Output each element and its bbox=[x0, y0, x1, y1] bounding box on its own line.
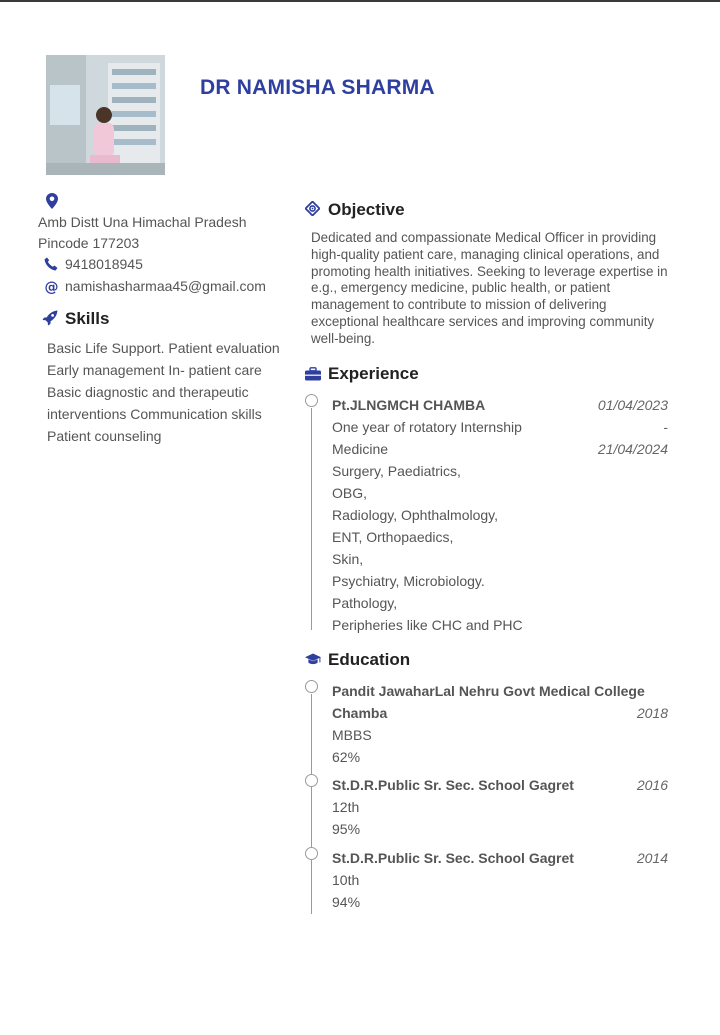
education-score: 62% bbox=[332, 749, 361, 765]
experience-line: Peripheries like CHC and PHC bbox=[332, 617, 523, 633]
education-degree: 10th bbox=[332, 872, 360, 888]
candidate-name: DR NAMISHA SHARMA bbox=[200, 76, 435, 99]
education-degree: 12th bbox=[332, 799, 360, 815]
phone-row bbox=[44, 254, 294, 275]
objective-heading: Objective bbox=[328, 200, 405, 219]
profile-photo bbox=[46, 55, 165, 175]
phone-number: 9418018945 bbox=[65, 256, 143, 272]
experience-timeline bbox=[304, 394, 674, 634]
education-heading: Education bbox=[328, 650, 411, 669]
experience-line bbox=[332, 438, 668, 460]
experience-org: Pt.JLNGMCH CHAMBA bbox=[332, 397, 486, 413]
skill-line: Patient counseling bbox=[47, 428, 162, 444]
experience-line: Pathology, bbox=[332, 595, 398, 611]
education-school-row bbox=[332, 774, 668, 796]
education-school: St.D.R.Public Sr. Sec. School Gagret bbox=[332, 850, 574, 866]
timeline-dot bbox=[305, 847, 318, 860]
experience-line: ENT, Orthopaedics, bbox=[332, 529, 454, 545]
experience-line: Surgery, Paediatrics, bbox=[332, 463, 461, 479]
skill-line: Basic diagnostic and therapeutic bbox=[47, 384, 249, 400]
skills-list bbox=[47, 338, 292, 448]
at-sign-icon bbox=[44, 279, 59, 294]
experience-start-date: 01/04/2023 bbox=[597, 397, 668, 413]
timeline-dot bbox=[305, 680, 318, 693]
graduation-cap-icon bbox=[305, 653, 321, 666]
education-year: 2016 bbox=[636, 777, 668, 793]
skill-line: Basic Life Support. Patient evaluation bbox=[47, 340, 280, 356]
timeline-line bbox=[311, 408, 312, 630]
education-school-line2 bbox=[332, 702, 668, 724]
education-school: St.D.R.Public Sr. Sec. School Gagret bbox=[332, 777, 574, 793]
timeline-dot bbox=[305, 394, 318, 407]
skill-line: interventions Communication skills bbox=[47, 406, 262, 422]
education-year: 2014 bbox=[636, 850, 668, 866]
skills-heading: Skills bbox=[65, 309, 110, 328]
experience-line: Skin, bbox=[332, 551, 364, 567]
briefcase-icon bbox=[305, 367, 321, 381]
experience-heading: Experience bbox=[328, 364, 419, 383]
education-school-row bbox=[332, 847, 668, 869]
education-timeline bbox=[304, 680, 674, 916]
experience-end-date: 21/04/2024 bbox=[597, 441, 668, 457]
education-score: 95% bbox=[332, 821, 361, 837]
address-line: Amb Distt Una Himachal Pradesh bbox=[38, 214, 247, 230]
experience-line: OBG, bbox=[332, 485, 368, 501]
objective-text: Dedicated and compassionate Medical Officer in providing high-quality patient care, managing clinical operations, and promoting health initiatives. Seeking to leverage expertise in e.g., emergency medicine, public health, or patient management to contribute to mission of delivering exceptional healthcare services and improving community well-being. bbox=[311, 230, 668, 346]
experience-entry bbox=[332, 394, 668, 416]
timeline-dot bbox=[305, 774, 318, 787]
top-rule bbox=[0, 0, 720, 2]
svg-text:@: @ bbox=[44, 279, 59, 294]
experience-line-text: Medicine bbox=[332, 441, 389, 457]
location-pin-icon bbox=[46, 193, 58, 209]
experience-date-separator: - bbox=[663, 419, 668, 435]
email-address: namishasharmaa45@gmail.com bbox=[65, 278, 266, 294]
education-degree: MBBS bbox=[332, 727, 372, 743]
experience-line: Radiology, Ophthalmology, bbox=[332, 507, 499, 523]
timeline-line bbox=[311, 694, 312, 914]
email-row bbox=[44, 276, 294, 297]
rocket-icon bbox=[42, 310, 58, 326]
experience-line bbox=[332, 416, 668, 438]
skill-line: Early management In- patient care bbox=[47, 362, 262, 378]
address bbox=[38, 212, 288, 254]
education-year: 2018 bbox=[636, 705, 668, 721]
phone-icon bbox=[44, 257, 58, 271]
education-school: Pandit JawaharLal Nehru Govt Medical College bbox=[332, 683, 645, 699]
education-score: 94% bbox=[332, 894, 361, 910]
target-icon bbox=[305, 201, 320, 216]
experience-line-text: One year of rotatory Internship bbox=[332, 419, 522, 435]
education-school-text: Chamba bbox=[332, 705, 388, 721]
experience-line: Psychiatry, Microbiology. bbox=[332, 573, 485, 589]
address-line: Pincode 177203 bbox=[38, 235, 140, 251]
